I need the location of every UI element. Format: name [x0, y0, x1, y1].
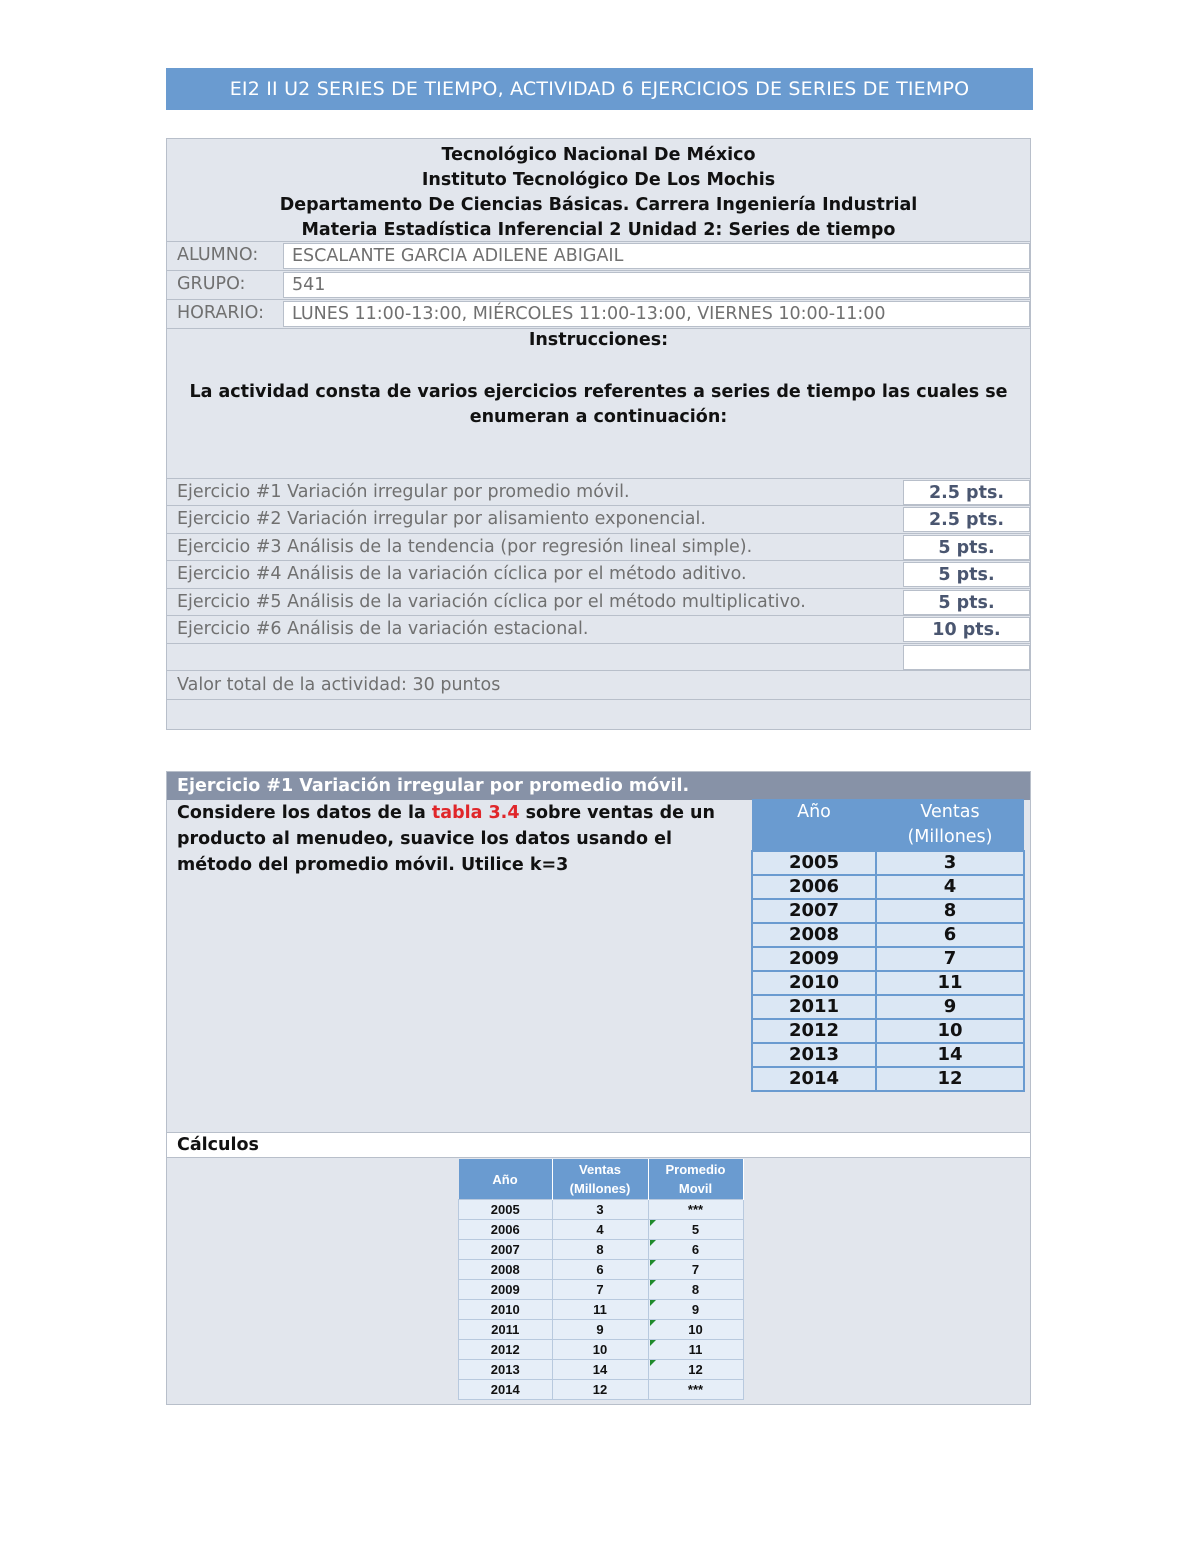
exercise-row-5: [167, 588, 1030, 615]
cell-text: 2007: [490, 1242, 520, 1257]
blank-row: [167, 699, 1030, 729]
year-cell: 2012: [752, 1019, 876, 1043]
exercise-row-empty: [167, 643, 1030, 670]
calc-year-header: Año: [459, 1159, 553, 1200]
cell-text: 3: [596, 1202, 604, 1217]
formula-indicator-icon: [650, 1360, 656, 1366]
cell-text: 6: [596, 1262, 604, 1277]
table-row: [459, 1200, 744, 1220]
grupo-label: GRUPO:: [177, 274, 246, 294]
cell-text: ***: [687, 1382, 704, 1397]
cell-text: 2013: [490, 1362, 520, 1377]
calc-average-header: Promedio Movil: [648, 1159, 743, 1200]
formula-indicator-icon: [650, 1260, 656, 1266]
cell-text: 8: [596, 1242, 604, 1257]
sales-header: Ventas (Millones): [876, 799, 1024, 851]
cell-text: 9: [596, 1322, 604, 1337]
calc-sales-cell: [552, 1260, 648, 1280]
document-banner: EI2 II U2 SERIES DE TIEMPO, ACTIVIDAD 6 EJERCICIOS DE SERIES DE TIEMPO: [166, 68, 1033, 110]
activity-info-panel: [166, 138, 1031, 730]
table-row: [459, 1380, 744, 1400]
cell-text: 2009: [490, 1282, 520, 1297]
table-row: [459, 1300, 744, 1320]
table-row: [752, 947, 1024, 971]
calc-year-cell: [459, 1220, 553, 1240]
sales-cell: 6: [876, 923, 1024, 947]
formula-indicator-icon: [650, 1280, 656, 1286]
header-line-2: Instituto Tecnológico De Los Mochis: [421, 170, 776, 190]
table-reference: tabla 3.4: [431, 803, 520, 823]
sales-cell: 12: [876, 1067, 1024, 1091]
calc-sales-cell: [552, 1220, 648, 1240]
exercise-points: 5 pts.: [903, 535, 1030, 560]
year-cell: 2007: [752, 899, 876, 923]
exercise-label: Ejercicio #2 Variación irregular por alisamiento exponencial.: [177, 509, 706, 529]
year-cell: 2006: [752, 875, 876, 899]
exercise-points: 5 pts.: [903, 562, 1030, 587]
cell-text: 12: [688, 1362, 703, 1377]
table-row: [459, 1340, 744, 1360]
cell-text: 2010: [490, 1302, 520, 1317]
sales-cell: 7: [876, 947, 1024, 971]
table-row: [752, 923, 1024, 947]
calc-sales-cell: [552, 1360, 648, 1380]
instructions-line-2: enumeran a continuación:: [469, 407, 728, 427]
cell-text: 8: [691, 1282, 700, 1297]
exercise-label: Ejercicio #4 Análisis de la variación cíclica por el método aditivo.: [177, 564, 747, 584]
cell-text: 10: [592, 1342, 608, 1357]
moving-average-table: [458, 1159, 744, 1400]
exercise-row-2: [167, 505, 1030, 532]
year-cell: 2014: [752, 1067, 876, 1091]
instructions-title: Instrucciones:: [528, 330, 669, 350]
sales-cell: 8: [876, 899, 1024, 923]
sales-cell: 4: [876, 875, 1024, 899]
cell-text: 2006: [490, 1222, 520, 1237]
divider: [167, 328, 1030, 329]
calc-year-cell: [459, 1280, 553, 1300]
table-row: [459, 1260, 744, 1280]
table-row: [752, 1019, 1024, 1043]
horario-label: HORARIO:: [177, 303, 265, 323]
table-row: [459, 1240, 744, 1260]
instructions-body: [167, 380, 1030, 430]
sales-cell: 10: [876, 1019, 1024, 1043]
year-cell: 2013: [752, 1043, 876, 1067]
cell-text: 2005: [490, 1202, 520, 1217]
formula-indicator-icon: [650, 1220, 656, 1226]
exercise-row-3: [167, 533, 1030, 560]
exercise-label: Ejercicio #6 Análisis de la variación estacional.: [177, 619, 589, 639]
calc-year-cell: [459, 1300, 553, 1320]
total-row: [167, 670, 1030, 699]
cell-text: 4: [596, 1222, 604, 1237]
calc-sales-cell: [552, 1320, 648, 1340]
instructions-line-1: La actividad consta de varios ejercicios referentes a series de tiempo las cuales se: [189, 382, 1008, 402]
table-header-row: [752, 799, 1024, 851]
grupo-value: 541: [283, 272, 1030, 298]
cell-text: 12: [592, 1382, 608, 1397]
calc-year-cell: [459, 1340, 553, 1360]
cell-text: 2008: [490, 1262, 520, 1277]
exercise-row-4: [167, 560, 1030, 587]
table-row: [752, 875, 1024, 899]
exercise-points: 5 pts.: [903, 590, 1030, 615]
cell-text: 2014: [490, 1382, 520, 1397]
table-row: [752, 851, 1024, 875]
table-row: [752, 1067, 1024, 1091]
statement-text-1: Considere los datos de la: [177, 803, 432, 823]
exercise-row-1: [167, 478, 1030, 505]
calc-sales-cell: [552, 1300, 648, 1320]
statement-text-2: sobre ventas de un producto al menudeo, suavice los datos usando el método del promedio móvil. Utilice k=3: [177, 803, 715, 875]
calc-year-cell: [459, 1260, 553, 1280]
sales-cell: 11: [876, 971, 1024, 995]
calc-year-cell: [459, 1240, 553, 1260]
horario-row: [167, 299, 1030, 328]
formula-indicator-icon: [650, 1240, 656, 1246]
year-cell: 2011: [752, 995, 876, 1019]
formula-indicator-icon: [650, 1300, 656, 1306]
grupo-row: [167, 270, 1030, 299]
exercise-points: 2.5 pts.: [903, 507, 1030, 532]
calc-average-cell: [648, 1340, 743, 1360]
calc-sales-cell: [552, 1280, 648, 1300]
cell-text: 9: [691, 1302, 700, 1317]
calc-average-cell: [648, 1320, 743, 1340]
calc-year-cell: [459, 1320, 553, 1340]
table-row: [459, 1320, 744, 1340]
table-row: [459, 1360, 744, 1380]
calc-year-cell: [459, 1200, 553, 1220]
cell-text: 11: [688, 1342, 703, 1357]
header-line-1: Tecnológico Nacional De México: [441, 145, 756, 165]
calc-average-cell: [648, 1260, 743, 1280]
calc-average-cell: [648, 1300, 743, 1320]
formula-indicator-icon: [650, 1340, 656, 1346]
alumno-value: ESCALANTE GARCIA ADILENE ABIGAIL: [283, 243, 1030, 269]
cell-text: 7: [691, 1262, 700, 1277]
calc-sales-cell: [552, 1340, 648, 1360]
calc-sales-cell: [552, 1380, 648, 1400]
exercise-label: Ejercicio #1 Variación irregular por promedio móvil.: [177, 482, 630, 502]
cell-text: 7: [596, 1282, 604, 1297]
formula-indicator-icon: [650, 1320, 656, 1326]
cell-text: ***: [687, 1202, 704, 1217]
table-row: [459, 1280, 744, 1300]
year-cell: 2010: [752, 971, 876, 995]
table-row: [752, 971, 1024, 995]
exercise-1-title: Ejercicio #1 Variación irregular por promedio móvil.: [167, 772, 1030, 800]
calc-year-cell: [459, 1360, 553, 1380]
year-header: Año: [752, 799, 876, 851]
cell-text: 2011: [491, 1322, 520, 1337]
header-line-3: Departamento De Ciencias Básicas. Carrera Ingeniería Industrial: [279, 195, 918, 215]
institution-header: [167, 143, 1030, 243]
sales-cell: 14: [876, 1043, 1024, 1067]
year-cell: 2005: [752, 851, 876, 875]
horario-value: LUNES 11:00-13:00, MIÉRCOLES 11:00-13:00, VIERNES 10:00-11:00: [283, 301, 1030, 327]
cell-text: 11: [593, 1302, 607, 1317]
exercise-label: Ejercicio #5 Análisis de la variación cíclica por el método multiplicativo.: [177, 592, 806, 612]
calc-average-cell: [648, 1200, 743, 1220]
year-cell: 2009: [752, 947, 876, 971]
table-row: [752, 1043, 1024, 1067]
alumno-row: [167, 241, 1030, 270]
total-value: Valor total de la actividad: 30 puntos: [177, 675, 501, 695]
year-cell: 2008: [752, 923, 876, 947]
calc-average-cell: [648, 1380, 743, 1400]
empty-points-cell: [903, 645, 1030, 670]
exercise-points: 10 pts.: [903, 617, 1030, 642]
cell-text: 6: [691, 1242, 700, 1257]
calc-average-cell: [648, 1360, 743, 1380]
cell-text: 5: [691, 1222, 700, 1237]
alumno-label: ALUMNO:: [177, 245, 259, 265]
sales-cell: 9: [876, 995, 1024, 1019]
calc-sales-cell: [552, 1240, 648, 1260]
calc-sales-cell: [552, 1200, 648, 1220]
table-row: [752, 899, 1024, 923]
exercise-row-6: [167, 615, 1030, 642]
sales-cell: 3: [876, 851, 1024, 875]
exercise-points: 2.5 pts.: [903, 480, 1030, 505]
exercise-1-statement: [177, 800, 747, 878]
calc-average-cell: [648, 1240, 743, 1260]
table-row: [752, 995, 1024, 1019]
cell-text: 2012: [490, 1342, 520, 1357]
calc-average-cell: [648, 1220, 743, 1240]
calc-average-cell: [648, 1280, 743, 1300]
cell-text: 10: [688, 1322, 703, 1337]
calc-year-cell: [459, 1380, 553, 1400]
table-row: [459, 1220, 744, 1240]
exercise-label: Ejercicio #3 Análisis de la tendencia (por regresión lineal simple).: [177, 537, 753, 557]
header-line-4: Materia Estadística Inferencial 2 Unidad 2: Series de tiempo: [301, 220, 896, 240]
sales-data-table: [751, 799, 1025, 1092]
calc-sales-header: Ventas (Millones): [552, 1159, 648, 1200]
calc-header-row: [459, 1159, 744, 1200]
cell-text: 14: [592, 1362, 608, 1377]
calculations-header: Cálculos: [167, 1132, 1030, 1158]
